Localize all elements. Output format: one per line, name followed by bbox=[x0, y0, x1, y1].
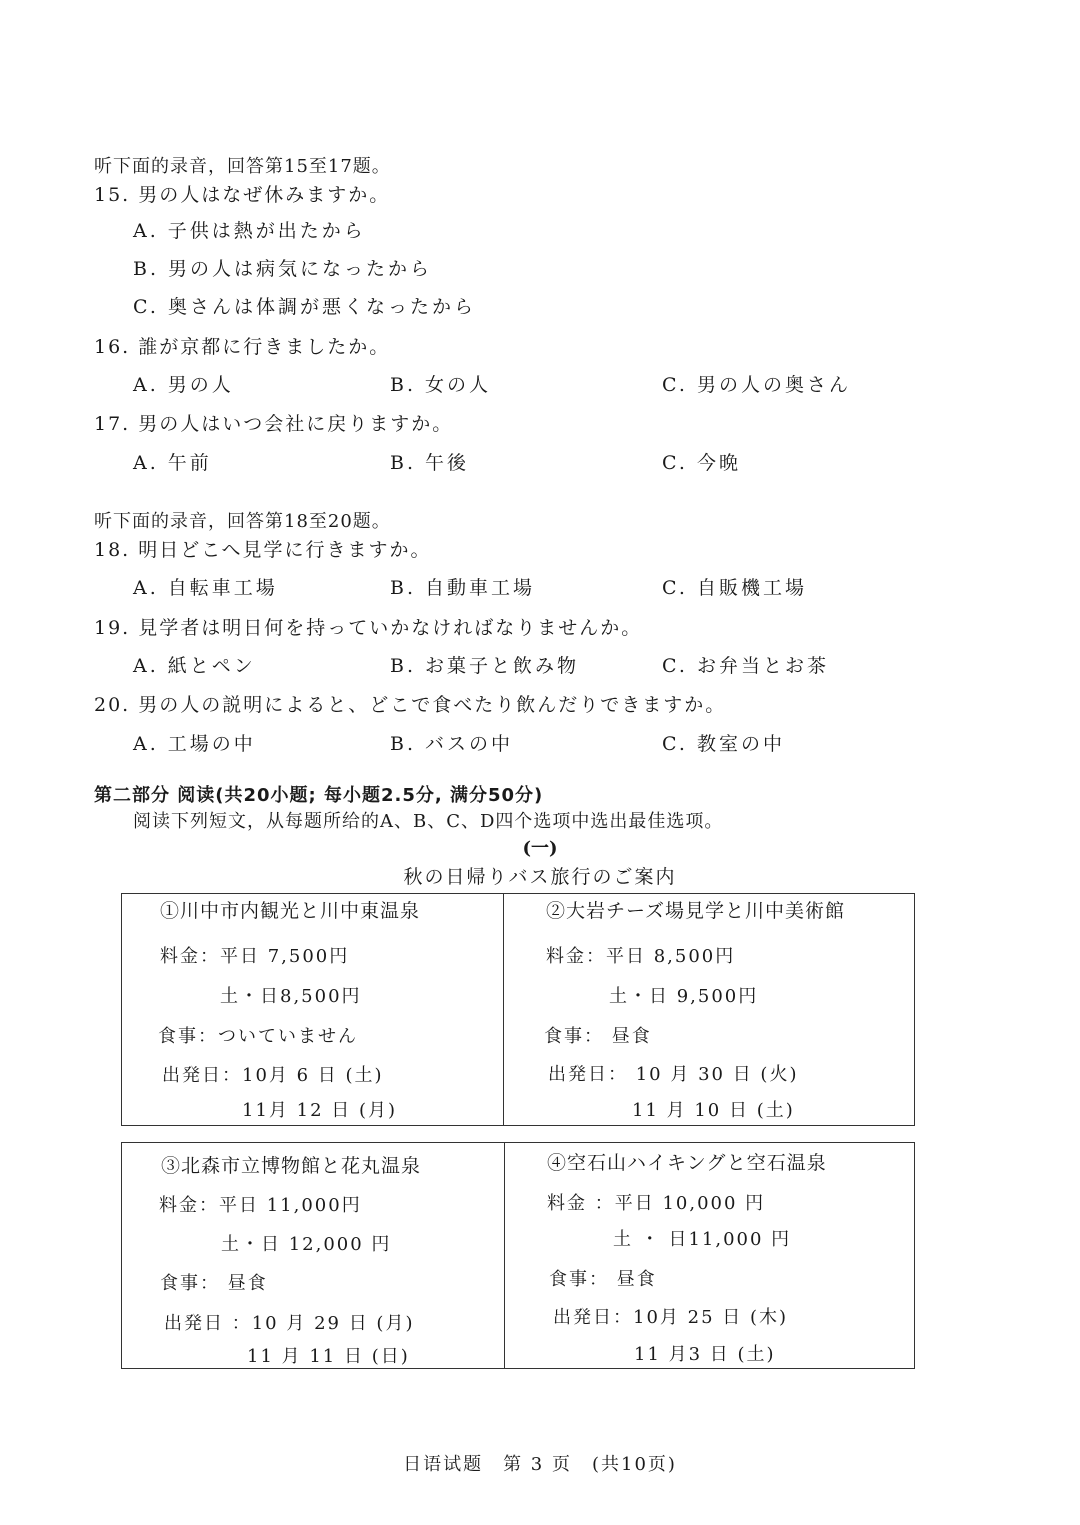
q18-option-c: C. 自販機工場 bbox=[662, 577, 807, 599]
tour-3-departure-1: 出発日 ：10 月 29 日 (月) bbox=[164, 1313, 415, 1334]
q17-option-c: C. 今晩 bbox=[662, 452, 741, 474]
page-footer: 日语试题 第 3 页 (共10页) bbox=[403, 1454, 677, 1475]
tour-2-fee-weekend: 土・日 9,500円 bbox=[609, 986, 759, 1007]
tour-1-departure-1: 出発日：10月 6 日 (土) bbox=[162, 1065, 384, 1086]
tour-1-fee-weekday: 料金：平日 7,500円 bbox=[160, 946, 350, 967]
q19-option-a: A. 紙とペン bbox=[133, 655, 256, 677]
q19-option-c: C. お弁当とお茶 bbox=[662, 655, 829, 677]
passage-title: 秋の日帰りバス旅行のご案内 bbox=[403, 866, 677, 888]
tour-3-fee-weekday: 料金：平日 11,000円 bbox=[159, 1195, 362, 1216]
reading-section-title: 第二部分 阅读(共20小题; 每小题2.5分, 满分50分) bbox=[94, 785, 544, 806]
question-17: 17. 男の人はいつ会社に戻りますか。 bbox=[94, 413, 454, 435]
tour-2-meal: 食事： 昼食 bbox=[544, 1026, 652, 1047]
q20-option-b: B. バスの中 bbox=[390, 733, 514, 755]
tour-1-departure-2: 11月 12 日 (月) bbox=[242, 1100, 398, 1121]
q15-option-b: B. 男の人は病気になったから bbox=[133, 258, 433, 280]
tour-4-fee-weekday: 料金 ：平日 10,000 円 bbox=[547, 1193, 766, 1214]
q16-option-a: A. 男の人 bbox=[133, 374, 234, 396]
tour-table-top bbox=[121, 893, 915, 1126]
question-20: 20. 男の人の説明によると、どこで食べたり飲んだりできますか。 bbox=[94, 694, 727, 716]
tour-table-bottom-divider bbox=[504, 1142, 505, 1369]
question-15: 15. 男の人はなぜ休みますか。 bbox=[94, 184, 391, 206]
q16-option-b: B. 女の人 bbox=[390, 374, 492, 396]
tour-1-meal: 食事：ついていません bbox=[158, 1026, 358, 1047]
q15-option-a: A. 子供は熱が出たから bbox=[133, 220, 366, 242]
tour-3-departure-2: 11 月 11 日 (日) bbox=[247, 1346, 410, 1367]
tour-2-title: ②大岩チーズ場見学と川中美術館 bbox=[546, 900, 846, 922]
tour-3-title: ③北森市立博物館と花丸温泉 bbox=[161, 1155, 422, 1177]
listening-intro-15-17: 听下面的录音，回答第15至17题。 bbox=[94, 156, 391, 177]
question-16: 16. 誰が京都に行きましたか。 bbox=[94, 336, 391, 358]
tour-1-title: ①川中市内観光と川中東温泉 bbox=[160, 900, 421, 922]
reading-instruction: 阅读下列短文，从每题所给的A、B、C、D四个选项中选出最佳选项。 bbox=[133, 811, 724, 832]
q20-option-c: C. 教室の中 bbox=[662, 733, 785, 755]
q15-option-c: C. 奥さんは体調が悪くなったから bbox=[133, 296, 476, 318]
q20-option-a: A. 工場の中 bbox=[133, 733, 256, 755]
tour-4-departure-2: 11 月3 日 (土) bbox=[634, 1344, 776, 1365]
tour-4-departure-1: 出発日：10月 25 日 (木) bbox=[553, 1307, 789, 1328]
tour-4-title: ④空石山ハイキングと空石温泉 bbox=[547, 1152, 827, 1174]
tour-3-fee-weekend: 土・日 12,000 円 bbox=[221, 1234, 392, 1255]
listening-intro-18-20: 听下面的录音，回答第18至20题。 bbox=[94, 511, 391, 532]
tour-4-fee-weekend: 土 ・ 日11,000 円 bbox=[613, 1229, 792, 1250]
q17-option-a: A. 午前 bbox=[133, 452, 212, 474]
passage-number: (一) bbox=[522, 838, 558, 859]
question-18: 18. 明日どこへ見学に行きますか。 bbox=[94, 539, 432, 561]
tour-4-meal: 食事： 昼食 bbox=[549, 1269, 657, 1290]
question-19: 19. 見学者は明日何を持っていかなければなりませんか。 bbox=[94, 617, 643, 639]
tour-2-departure-2: 11 月 10 日 (土) bbox=[632, 1100, 795, 1121]
tour-3-meal: 食事： 昼食 bbox=[160, 1273, 268, 1294]
q19-option-b: B. お菓子と飲み物 bbox=[390, 655, 580, 677]
q16-option-c: C. 男の人の奥さん bbox=[662, 374, 851, 396]
tour-1-fee-weekend: 土・日8,500円 bbox=[220, 986, 362, 1007]
q17-option-b: B. 午後 bbox=[390, 452, 470, 474]
tour-2-departure-1: 出発日： 10 月 30 日 (火) bbox=[548, 1064, 799, 1085]
tour-2-fee-weekday: 料金：平日 8,500円 bbox=[546, 946, 736, 967]
q18-option-a: A. 自転車工場 bbox=[133, 577, 278, 599]
tour-table-top-divider bbox=[503, 893, 504, 1126]
q18-option-b: B. 自動車工場 bbox=[390, 577, 536, 599]
